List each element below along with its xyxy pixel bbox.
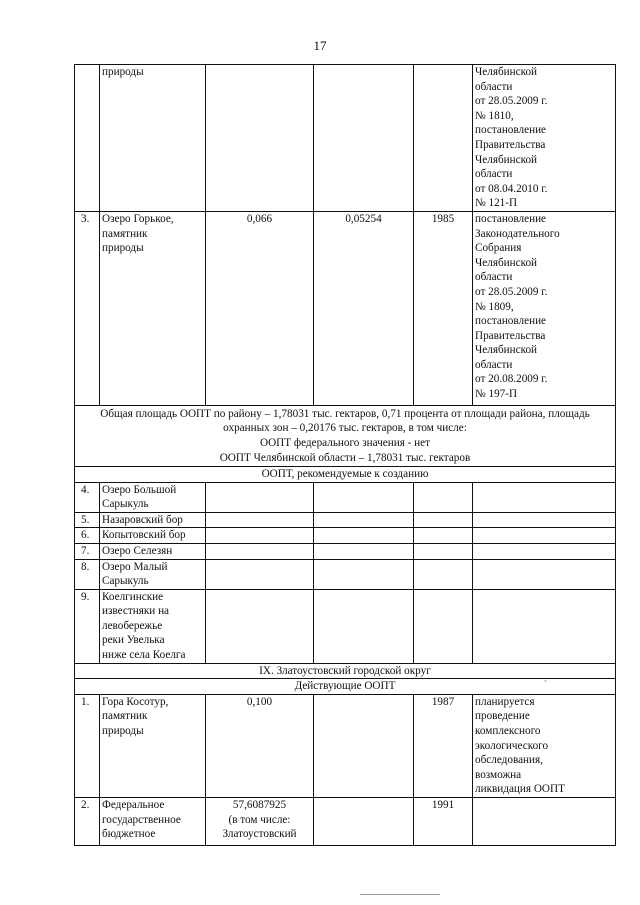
area-size — [206, 65, 314, 212]
row-number: 6. — [75, 528, 100, 544]
area-name: Копытовский бор — [100, 528, 206, 544]
area-name: Гора Косотур, памятник природы — [100, 694, 206, 797]
area-name: Коелгинские известняки на левобережье реки Увелька ниже села Коелга — [100, 589, 206, 663]
summary-row — [75, 405, 616, 466]
row-number: 7. — [75, 543, 100, 559]
zone-size — [314, 798, 414, 846]
legal-basis: планируется проведение комплексного экологического обследования, возможна ликвидация ООПТ — [473, 694, 616, 797]
section-header-row — [75, 679, 616, 695]
area-name: природы — [100, 65, 206, 212]
row-number — [75, 65, 100, 212]
year: 1985 — [414, 211, 473, 405]
zone-size — [314, 65, 414, 212]
recommended-header: ООПТ, рекомендуемые к созданию — [75, 466, 616, 482]
table-row — [75, 694, 616, 797]
year: 1991 — [414, 798, 473, 846]
table-row — [75, 211, 616, 405]
table-row — [75, 65, 616, 212]
table-row — [75, 798, 616, 846]
active-header: Действующие ООПТ — [75, 679, 616, 695]
legal-basis — [473, 798, 616, 846]
area-name: Озеро Горькое, памятник природы — [100, 211, 206, 405]
legal-basis: постановление Законодательного Собрания Челябинской области от 28.05.2009 г. № 1809, постановление Правительства Челябинской области от 20.08.2009 г. № 197-П — [473, 211, 616, 405]
protected-areas-table — [74, 64, 616, 846]
row-number: 1. — [75, 694, 100, 797]
area-summary: Общая площадь ООПТ по району – 1,78031 тыс. гектаров, 0,71 процента от площади района, площадь охранных зон – 0,20176 тыс. гектаров, в том числе: ООПТ федерального значения - нет ООПТ Челябинской области – 1,78031 тыс. гектаров — [75, 405, 616, 466]
area-size: 57,6087925 (в том числе: Златоустовский — [206, 798, 314, 846]
scan-artifact-line — [360, 894, 440, 895]
row-number: 4. — [75, 482, 100, 512]
section-title-row — [75, 663, 616, 679]
area-size: 0,100 — [206, 694, 314, 797]
area-name: Озеро Селезян — [100, 543, 206, 559]
area-name: Озеро Малый Сарыкуль — [100, 559, 206, 589]
area-name: Федеральное государственное бюджетное — [100, 798, 206, 846]
table-row — [75, 543, 616, 559]
scan-mark: ˚ — [544, 679, 547, 689]
area-name: Озеро Большой Сарыкуль — [100, 482, 206, 512]
area-size: 0,066 — [206, 211, 314, 405]
zone-size: 0,05254 — [314, 211, 414, 405]
legal-basis: Челябинской области от 28.05.2009 г. № 1810, постановление Правительства Челябинской области от 08.04.2010 г. № 121-П — [473, 65, 616, 212]
year: 1987 — [414, 694, 473, 797]
table-row — [75, 528, 616, 544]
row-number: 3. — [75, 211, 100, 405]
table-row — [75, 589, 616, 663]
section-header-row — [75, 466, 616, 482]
table-row — [75, 512, 616, 528]
table-row — [75, 482, 616, 512]
row-number: 8. — [75, 559, 100, 589]
area-name: Назаровский бор — [100, 512, 206, 528]
zone-size — [314, 694, 414, 797]
row-number: 2. — [75, 798, 100, 846]
table-row — [75, 559, 616, 589]
year — [414, 65, 473, 212]
row-number: 5. — [75, 512, 100, 528]
page-number: 17 — [313, 38, 327, 53]
section-title: IX. Златоустовский городской округ — [75, 663, 616, 679]
row-number: 9. — [75, 589, 100, 663]
